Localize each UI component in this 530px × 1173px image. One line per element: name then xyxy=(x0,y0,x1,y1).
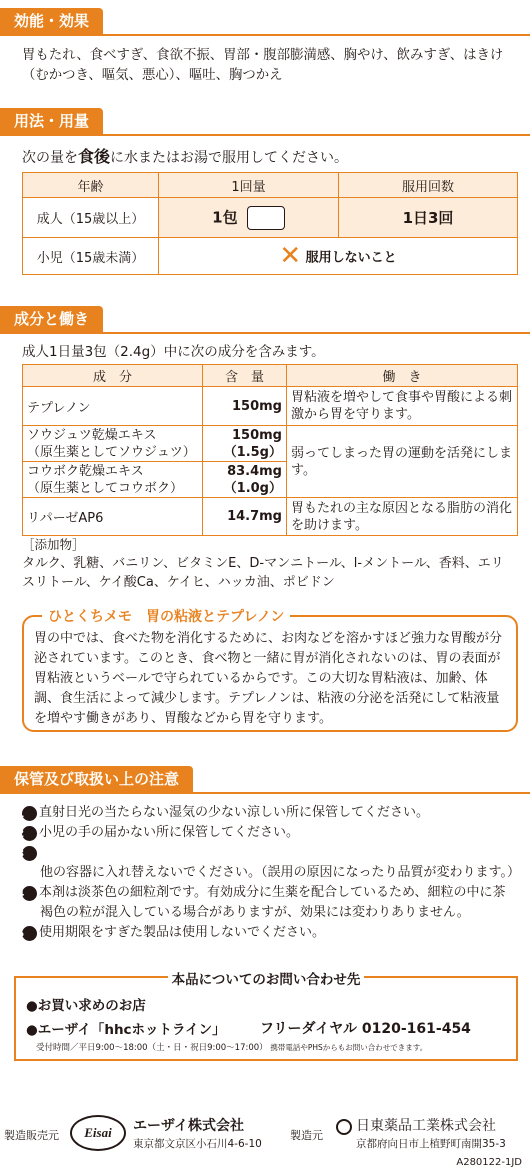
number-1-icon: 1 xyxy=(22,806,37,821)
product-code: A280122-1JD xyxy=(456,1157,522,1168)
storage-item: 4 本剤は淡茶色の細粒剤です。有効成分に生薬を配合しているため、細粒の中に茶褐色の粒が混入している場合がありますが、効果には変わりありません。 xyxy=(16,885,506,920)
number-3-icon: 3 xyxy=(22,846,37,861)
divider xyxy=(0,332,530,334)
storage-item: 2 小児の手の届かない所に保管してください。 xyxy=(16,825,300,840)
adult-label: 成人（15歳以上） xyxy=(23,198,159,238)
ing-amount: 83.4mg （1.0g） xyxy=(203,462,287,498)
child-note-cell xyxy=(159,238,518,275)
eisai-logo: Eisai xyxy=(70,1115,126,1151)
ing-amount: 14.7mg xyxy=(203,498,287,536)
ing-name: コウボク乾燥エキス （原生薬としてコウボク） xyxy=(23,462,203,498)
ing-header-function: 働 き xyxy=(287,365,518,387)
ing-function: 胃もたれの主な原因となる脂肪の消化を助けます。 xyxy=(287,498,518,536)
sachet-icon xyxy=(247,206,285,230)
divider xyxy=(0,134,530,136)
ing-header-name: 成 分 xyxy=(23,365,203,387)
dose-header-times: 服用回数 xyxy=(339,173,518,198)
ing-function: 弱ってしまった胃の運動を活発にします。 xyxy=(287,426,518,498)
number-4-icon: 4 xyxy=(22,886,37,901)
memo-box xyxy=(22,609,518,732)
section-usage-title: 用法・用量 xyxy=(0,108,103,135)
storage-list xyxy=(16,803,520,943)
ing-header-amount: 含 量 xyxy=(203,365,287,387)
maker-name: 日東薬品工業株式会社 xyxy=(356,1118,496,1134)
contact-freedial: フリーダイヤル 0120-161-454 xyxy=(260,1021,471,1037)
ing-amount: 150mg （1.5g） xyxy=(203,426,287,462)
memo-title: ひとくちメモ 胃の粘液とテプレノン xyxy=(42,606,290,626)
ing-function: 胃粘液を増やして食事や胃酸による刺激から胃を守ります。 xyxy=(287,387,518,426)
additives-text: タルク、乳糖、バニリン、ビタミンE、D-マンニトール、l-メントール、香料、エリスリトール、ケイ酸Ca、ケイヒ、ハッカ油、ポビドン xyxy=(22,556,504,590)
section-effect-title: 効能・効果 xyxy=(0,8,103,35)
number-2-icon: 2 xyxy=(22,826,37,841)
dose-table xyxy=(22,172,518,275)
contact-hotline: ●エーザイ「hhcホットライン」 xyxy=(26,1022,226,1038)
effect-text: 胃もたれ、食べすぎ、食欲不振、胃部・腹部膨満感、胸やけ、飲みすぎ、はきけ（むかつき、嘔気、悪心）、嘔吐、胸つかえ xyxy=(22,48,504,83)
contact-hours: 受付時間／平日9:00〜18:00（土・日・祝日9:00〜17:00） 携帯電話やPHSからもお問い合わせできます。 xyxy=(36,1043,428,1053)
usage-intro: 次の量を食後に水またはお湯で服用してください。 xyxy=(22,147,349,166)
child-label: 小児（15歳未満） xyxy=(23,238,159,275)
cross-icon: ✕ xyxy=(279,241,302,271)
maker-label: 製造元 xyxy=(290,1129,323,1142)
storage-item: 5 使用期限をすぎた製品は使用しないでください。 xyxy=(16,925,326,940)
ing-amount: 150mg xyxy=(203,387,287,426)
section-ingredients-header xyxy=(0,306,103,333)
seller-label: 製造販売元 xyxy=(4,1129,59,1142)
section-effect-header xyxy=(0,8,103,35)
dose-header-age: 年齢 xyxy=(23,173,159,198)
contact-box xyxy=(14,972,518,1061)
contact-store: ●お買い求めのお店 xyxy=(26,998,146,1014)
section-usage-header xyxy=(0,108,103,135)
number-5-icon: 5 xyxy=(22,926,37,941)
memo-text: 胃の中では、食べた物を消化するために、お肉などを溶かすほど強力な胃酸が分泌されています。このとき、食べ物と一緒に胃が消化されないのは、胃の表面が胃粘液というベールで守られているからです。この大切な胃粘液は、加齢、体調、食生活によって減少します。テプレノンは、粘液の分泌を活発にして粘液量を増やす働きがあり、胃酸などから胃を守ります。 xyxy=(34,631,503,726)
adult-dose-cell xyxy=(159,198,339,238)
ingredients-intro: 成人1日量3包（2.4g）中に次の成分を含みます。 xyxy=(22,344,325,360)
section-storage-header xyxy=(0,766,193,793)
divider xyxy=(0,792,530,794)
dose-header-amount: 1回量 xyxy=(159,173,339,198)
ing-name: テプレノン xyxy=(23,387,203,426)
storage-item: 3他の容器に入れ替えないでください。（誤用の原因になったり品質が変わります。） xyxy=(16,847,520,880)
adult-times: 1日3回 xyxy=(339,198,518,238)
additives-label: ［添加物］ xyxy=(22,537,85,552)
ing-name: リパーゼAP6 xyxy=(23,498,203,536)
seller-name: エーザイ株式会社 xyxy=(133,1118,245,1134)
storage-item: 1 直射日光の当たらない湿気の少ない涼しい所に保管してください。 xyxy=(16,805,430,820)
contact-title: 本品についてのお問い合わせ先 xyxy=(168,972,365,988)
adult-dose: 1包 xyxy=(212,208,238,226)
nitto-logo xyxy=(336,1119,352,1135)
ing-name: ソウジュツ乾燥エキス （原生薬としてソウジュツ） xyxy=(23,426,203,462)
section-ingredients-title: 成分と働き xyxy=(0,306,103,333)
child-note: 服用しないこと xyxy=(305,250,397,266)
maker-address: 京都府向日市上植野町南開35-3 xyxy=(356,1138,506,1150)
ingredients-table xyxy=(22,364,518,536)
seller-address: 東京都文京区小石川4-6-10 xyxy=(133,1138,262,1150)
divider xyxy=(0,34,530,36)
section-storage-title: 保管及び取扱い上の注意 xyxy=(0,766,193,793)
